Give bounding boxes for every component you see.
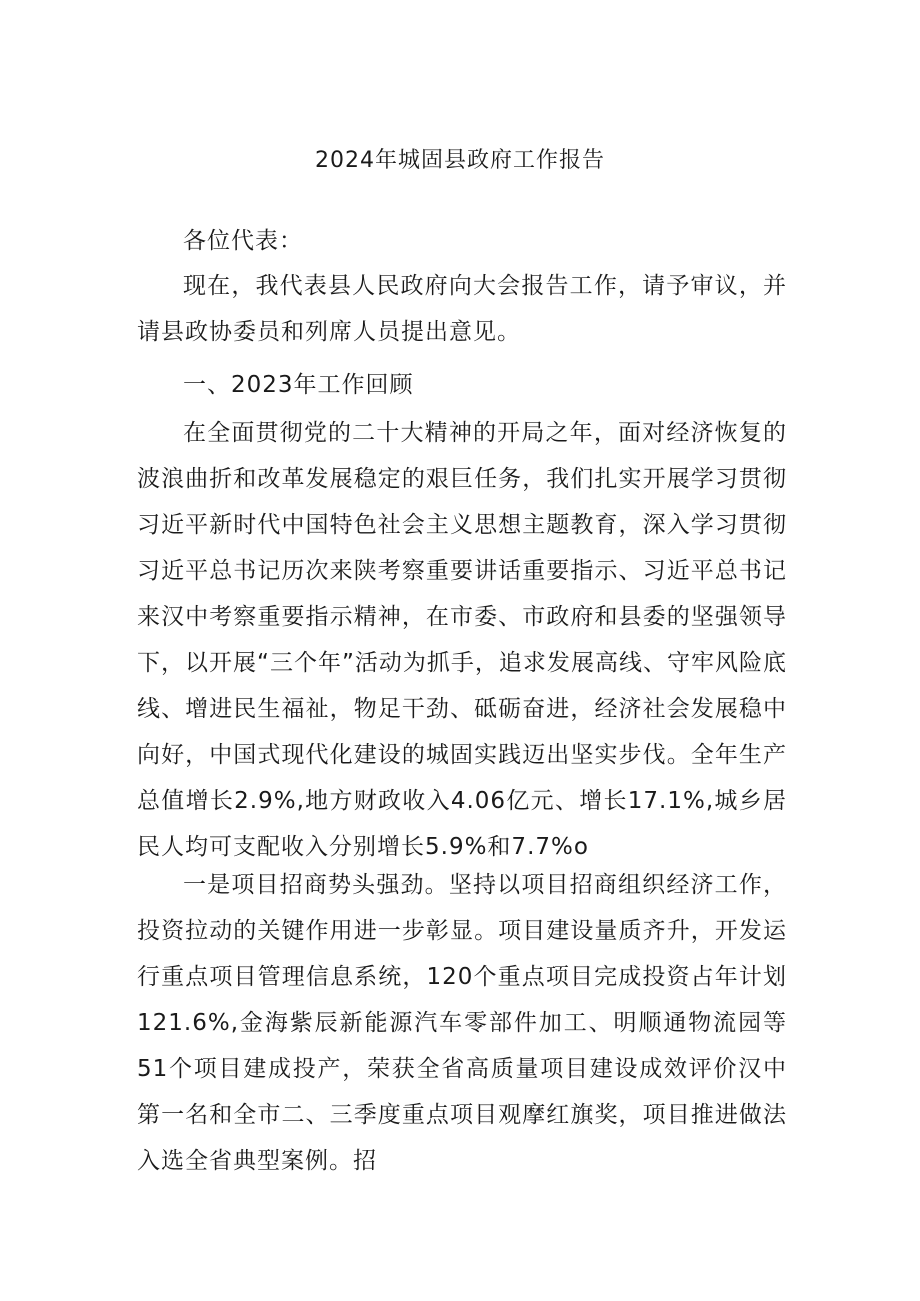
intro-text: 现在，我代表县人民政府向大会报告工作，请予审议，并请县政协委员和列席人员提出意见。 <box>137 273 787 345</box>
section-heading-text: 一、2023年工作回顾 <box>183 372 414 398</box>
greeting-line <box>137 218 787 264</box>
intro-paragraph <box>137 263 787 355</box>
paragraph-projects-text: 一是项目招商势头强劲。坚持以项目招商组织经济工作，投资拉动的关键作用进一步彰显。项目建设量质齐升，开发运行重点项目管理信息系统，120个重点项目完成投资占年计划121.6%,金海紫辰新能源汽车零部件加工、明顺通物流园等51个项目建成投产，荣获全省高质量项目建设成效评价汉中第一名和全市二、三季度重点项目观摩红旗奖，项目推进做法入选全省典型案例。招 <box>137 872 787 1174</box>
paragraph-projects <box>137 862 787 1184</box>
paragraph-overview <box>137 410 787 870</box>
greeting-text: 各位代表： <box>183 228 303 254</box>
paragraph-overview-text: 在全面贯彻党的二十大精神的开局之年，面对经济恢复的波浪曲折和改革发展稳定的艰巨任务，我们扎实开展学习贯彻习近平新时代中国特色社会主义思想主题教育，深入学习贯彻习近平总书记历次来陕考察重要讲话重要指示、习近平总书记来汉中考察重要指示精神，在市委、市政府和县委的坚强领导下，以开展“三个年”活动为抓手，追求发展高线、守牢风险底线、增进民生福祉，物足干劲、砥砺奋进，经济社会发展稳中向好，中国式现代化建设的城固实践迈出坚实步伐。全年生产总值增长2.9%,地方财政收入4.06亿元、增长17.1%,城乡居民人均可支配收入分别增长5.9%和7.7%o <box>137 420 787 860</box>
document-title: 2024年城固县政府工作报告 <box>315 148 605 173</box>
section-heading <box>137 362 787 408</box>
